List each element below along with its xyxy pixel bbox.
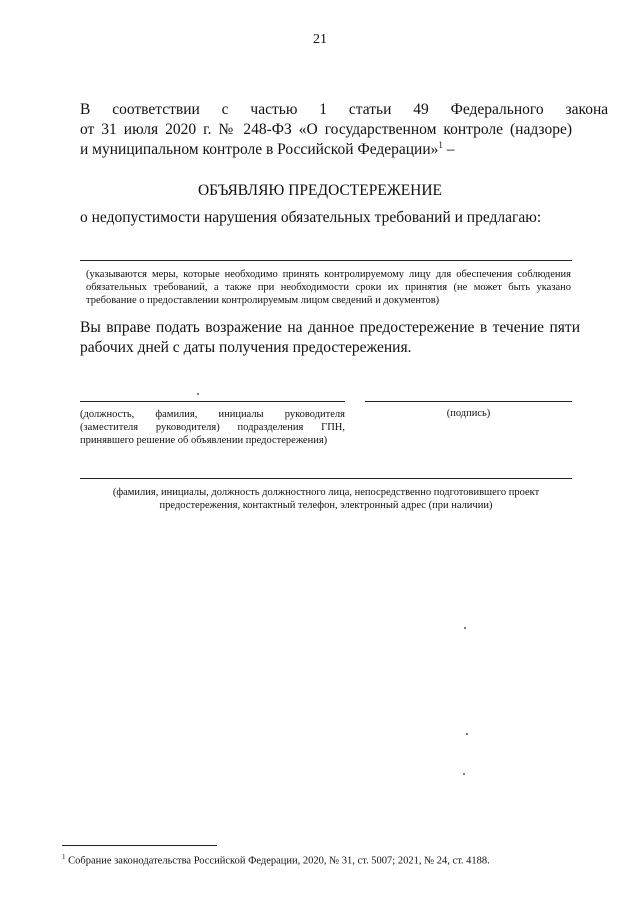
intro-line-1: В соответствии с частью 1 статьи 49 Федерального закона [80, 101, 609, 118]
scan-speck [463, 773, 465, 775]
measures-note-line-3: требование о предоставлении контролируемым лицом сведений и документов) [86, 295, 440, 306]
preparer-fill-line [80, 478, 572, 479]
objection-right-paragraph [80, 318, 580, 358]
intro-line-3-text: и муниципальном контроле в Российской Федерации» [80, 141, 439, 158]
footnote-reference: 1 [438, 139, 443, 150]
official-caption-line-1: (должность, фамилия, инициалы руководителя [80, 409, 345, 420]
lead-sentence: о недопустимости нарушения обязательных требований и предлагаю: [80, 209, 542, 226]
official-caption-line-2: (заместителя руководителя) подразделения ГПН, [80, 422, 345, 433]
preparer-caption-line-1: (фамилия, инициалы, должность должностного лица, непосредственно подготовившего проект [112, 487, 540, 498]
document-heading: ОБЪЯВЛЯЮ ПРЕДОСТЕРЕЖЕНИЕ [197, 182, 443, 199]
official-fill-line [80, 401, 345, 402]
page-number: 21 [313, 32, 327, 47]
footnote-marker: 1 [62, 853, 66, 861]
official-caption-line-3: принявшего решение об объявлении предостережения) [80, 435, 328, 446]
preparer-caption [80, 486, 572, 512]
scan-speck [466, 733, 468, 735]
intro-paragraph [80, 100, 609, 160]
footnote-text: Собрание законодательства Российской Федерации, 2020, № 31, ст. 5007; 2021, № 24, ст. 4188. [65, 855, 490, 867]
objection-line-1: Вы вправе подать возражение на данное предостережение в течение пяти [80, 319, 580, 336]
measures-note-line-2: обязательных требований, а также при необходимости сроки их принятия (не может быть указано [86, 282, 571, 293]
objection-line-2: рабочих дней с даты получения предостережения. [80, 339, 412, 356]
scan-speck [464, 627, 466, 629]
footnote-separator [62, 845, 217, 846]
preparer-caption-line-2: предостережения, контактный телефон, электронный адрес (при наличии) [159, 500, 493, 511]
measures-note-line-1: (указываются меры, которые необходимо принять контролируемому лицу для обеспечения соблюдения [86, 269, 571, 280]
signature-fill-line [365, 401, 572, 402]
intro-line-3 [80, 140, 572, 160]
measures-fill-line [80, 260, 572, 261]
official-caption [80, 408, 345, 447]
scan-speck [197, 393, 199, 395]
intro-line-2: от 31 июля 2020 г. № 248-ФЗ «О государственном контроле (надзоре) [80, 121, 572, 138]
footnote [62, 853, 582, 867]
intro-line-3-tail: – [442, 141, 455, 158]
measures-note [86, 268, 571, 307]
signature-caption: (подпись) [446, 408, 491, 419]
